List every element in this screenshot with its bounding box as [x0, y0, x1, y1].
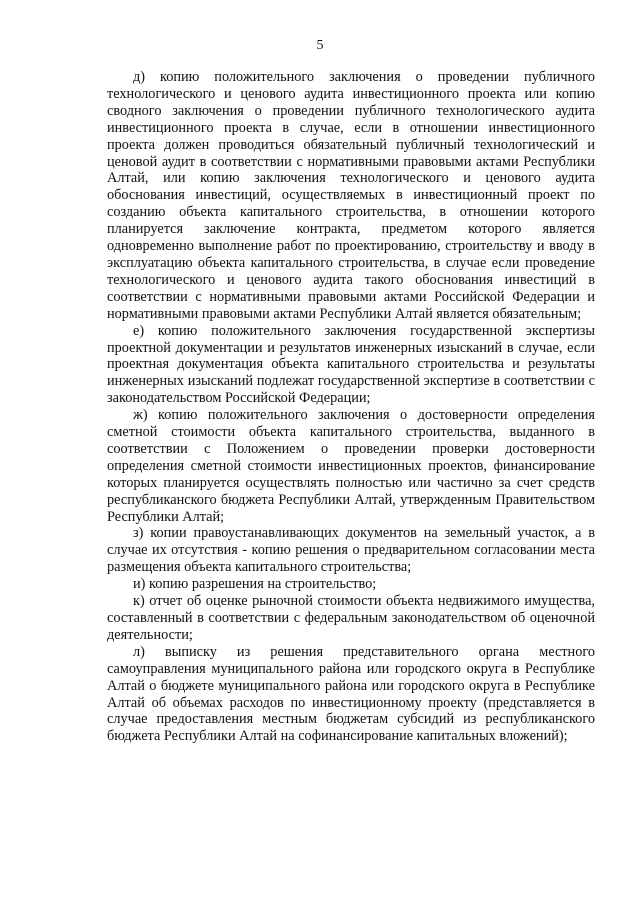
paragraph-d: д) копию положительного заключения о проведении публичного технологического и ценового аудита инвестиционного проекта или копию сводного заключения о проведении публичного технологического аудита инвестиционного проекта в случае, если в отношении инвестиционного проекта должен проводиться обязательный публичный технологический и ценовой аудит в соответствии с нормативными правовыми актами Республики Алтай, или копию заключения технологического и ценового аудита обоснования инвестиций, осуществляемых в инвестиционный проект по созданию объекта капитального строительства, в отношении которого планируется заключение контракта, предметом которого является одновременно выполнение работ по проектированию, строительству и вводу в эксплуатацию объекта капитального строительства, в случае если проведение технологического и ценового аудита такого обоснования инвестиций в соответствии с нормативными правовыми актами Российской Федерации и нормативными правовыми актами Республики Алтай является обязательным; — [107, 69, 595, 322]
paragraph-k: к) отчет об оценке рыночной стоимости объекта недвижимого имущества, составленный в соответствии с федеральным законодательством об оценочной деятельности; — [107, 593, 595, 643]
page-number: 5 — [316, 38, 324, 53]
paragraph-zh: ж) копию положительного заключения о достоверности определения сметной стоимости объекта капитального строительства, выданного в соответствии с Положением о проведении проверки достоверности определения сметной стоимости инвестиционных проектов, финансирование которых планируется осуществлять полностью или частично за счет средств республиканского бюджета Республики Алтай, утвержденным Правительством Республики Алтай; — [107, 407, 595, 525]
paragraph-i: и) копию разрешения на строительство; — [133, 576, 377, 593]
document-body — [107, 69, 595, 745]
paragraph-e: е) копию положительного заключения государственной экспертизы проектной документации и результатов инженерных изысканий в случае, если проектная документация объекта капитального строительства и результаты инженерных изысканий подлежат государственной экспертизе в соответствии с законодательством Российской Федерации; — [107, 322, 595, 407]
paragraph-z: з) копии правоустанавливающих документов на земельный участок, а в случае их отсутствия - копию решения о предварительном согласовании места размещения объекта капитального строительства; — [107, 525, 595, 576]
paragraph-l: л) выписку из решения представительного органа местного самоуправления муниципального района или городского округа в Республике Алтай о бюджете муниципального района или городского округа в Республике Алтай об объемах расходов по инвестиционному проекту (представляется в случае предоставления местным бюджетам субсидий из республиканского бюджета Республики Алтай на софинансирование капитальных вложений); — [107, 643, 595, 745]
